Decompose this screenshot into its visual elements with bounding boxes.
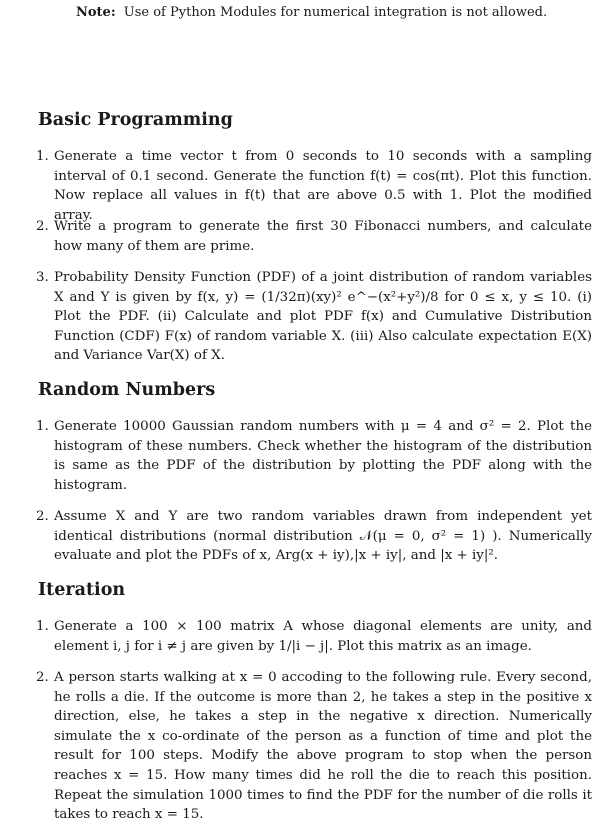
item-number: 2. xyxy=(36,670,49,685)
note-line xyxy=(76,4,547,22)
item-number: 2. xyxy=(36,509,49,524)
item-text: A person starts walking at x = 0 accoding to the following rule. Every second, he rolls a die. If the outcome is more than 2, he takes a step in the positive x direction, else, he takes a step in the negative x direction. Numerically simulate the x co-ordinate of the person as a function of time and plot the result for 100 steps. Modify the above program to stop when the person reaches x = 15. How many times did he roll the die to reach this position. Repeat the simulation 1000 times to find the PDF for the number of die rolls it takes to reach x = 15. xyxy=(54,670,592,823)
item-number: 1. xyxy=(36,149,49,164)
item-text: Write a program to generate the first 30 Fibonacci numbers, and calculate how many of them are prime. xyxy=(54,219,592,254)
note-text: Use of Python Modules for numerical integration is not allowed. xyxy=(123,5,548,20)
list-item xyxy=(36,507,592,566)
item-number: 1. xyxy=(36,619,49,634)
item-text: Generate 10000 Gaussian random numbers with μ = 4 and σ² = 2. Plot the histogram of these numbers. Check whether the histogram of the distribution is same as the PDF of the distribution by plotting the PDF along with the histogram. xyxy=(54,419,592,493)
item-text: Assume X and Y are two random variables drawn from independent yet identical distributions (normal distribution 𝒩(μ = 0, σ² = 1) ). Numerically evaluate and plot the PDFs of x, Arg(x + iy),|x + iy|, and |x + iy|². xyxy=(54,509,592,564)
item-number: 2. xyxy=(36,219,49,234)
item-text: Probability Density Function (PDF) of a joint distribution of random variables X and Y is given by f(x, y) = (1/32π)(xy)² e^−(x²+y²)/8 for 0 ≤ x, y ≤ 10. (i) Plot the PDF. (ii) Calculate and plot PDF f(x) and Cumulative Distribution Function (CDF) F(x) of random variable X. (iii) Also calculate expectation E(X) and Variance Var(X) of X. xyxy=(54,270,592,364)
item-number: 1. xyxy=(36,419,49,434)
note-label: Note: xyxy=(76,5,116,20)
list-item xyxy=(36,217,592,256)
section-heading-random-numbers: Random Numbers xyxy=(38,380,216,400)
list-item xyxy=(36,147,592,225)
list-item xyxy=(36,617,592,656)
item-text: Generate a time vector t from 0 seconds to 10 seconds with a sampling interval of 0.1 second. Generate the function f(t) = cos(πt). Plot this function. Now replace all values in f(t) that are above 0.5 with 1. Plot the modified array. xyxy=(54,149,592,223)
list-item xyxy=(36,668,592,825)
item-text: Generate a 100 × 100 matrix A whose diagonal elements are unity, and element i, j for i ≠ j are given by 1/|i − j|. Plot this matrix as an image. xyxy=(54,619,592,654)
list-item xyxy=(36,268,592,366)
list-item xyxy=(36,417,592,495)
section-heading-iteration: Iteration xyxy=(38,580,126,600)
section-heading-basic-programming: Basic Programming xyxy=(38,110,233,130)
item-number: 3. xyxy=(36,270,49,285)
